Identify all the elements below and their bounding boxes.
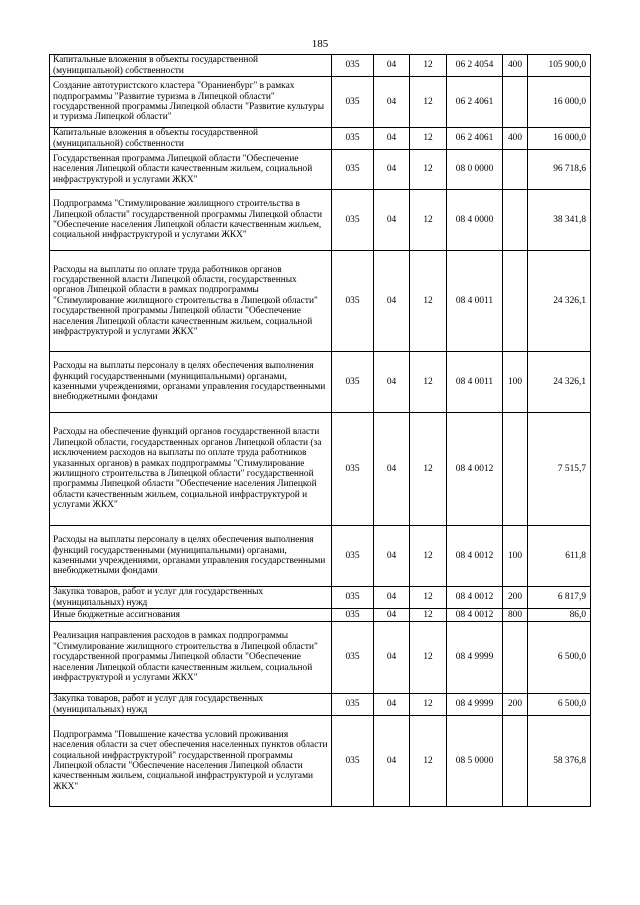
budget-table-body — [50, 55, 591, 807]
section-code-cell: 04 — [374, 694, 410, 716]
section-code-cell: 04 — [374, 55, 410, 77]
expense-type-cell — [503, 190, 528, 251]
target-article-cell: 08 4 9999 — [447, 694, 503, 716]
expense-name-cell: Расходы на выплаты персоналу в целях обеспечения выполнения функций государственными (муниципальными) органами, казенными учреждениями, органами управления государственными внебюджетными фондами — [50, 526, 332, 587]
department-code-cell: 035 — [332, 694, 374, 716]
expense-type-cell: 100 — [503, 526, 528, 587]
amount-cell: 6 500,0 — [528, 622, 591, 694]
target-article-cell: 06 2 4061 — [447, 77, 503, 128]
expense-type-cell: 800 — [503, 609, 528, 622]
department-code-cell: 035 — [332, 128, 374, 150]
expense-name-cell: Подпрограмма "Стимулирование жилищного строительства в Липецкой области" государственной программы Липецкой области "Обеспечение населения Липецкой области качественным жильем, социальной инфраструктурой и услугами ЖКХ" — [50, 190, 332, 251]
target-article-cell: 08 0 0000 — [447, 150, 503, 190]
expense-type-cell — [503, 77, 528, 128]
expense-name-cell: Государственная программа Липецкой области "Обеспечение населения Липецкой области качественным жильем, социальной инфраструктурой и услугами ЖКХ" — [50, 150, 332, 190]
expense-type-cell: 400 — [503, 55, 528, 77]
target-article-cell: 08 4 0012 — [447, 609, 503, 622]
table-row — [50, 694, 591, 716]
subsection-code-cell: 12 — [410, 150, 447, 190]
subsection-code-cell: 12 — [410, 526, 447, 587]
expense-type-cell — [503, 150, 528, 190]
expense-type-cell — [503, 413, 528, 526]
department-code-cell: 035 — [332, 526, 374, 587]
table-row — [50, 150, 591, 190]
subsection-code-cell: 12 — [410, 128, 447, 150]
department-code-cell: 035 — [332, 587, 374, 609]
expense-type-cell: 200 — [503, 587, 528, 609]
table-row — [50, 526, 591, 587]
table-row — [50, 190, 591, 251]
department-code-cell: 035 — [332, 55, 374, 77]
expense-type-cell: 200 — [503, 694, 528, 716]
target-article-cell: 08 5 0000 — [447, 716, 503, 807]
subsection-code-cell: 12 — [410, 352, 447, 413]
subsection-code-cell: 12 — [410, 609, 447, 622]
table-row — [50, 77, 591, 128]
expense-type-cell — [503, 251, 528, 352]
amount-cell: 58 376,8 — [528, 716, 591, 807]
target-article-cell: 08 4 9999 — [447, 622, 503, 694]
section-code-cell: 04 — [374, 622, 410, 694]
section-code-cell: 04 — [374, 716, 410, 807]
department-code-cell: 035 — [332, 352, 374, 413]
section-code-cell: 04 — [374, 150, 410, 190]
section-code-cell: 04 — [374, 251, 410, 352]
subsection-code-cell: 12 — [410, 55, 447, 77]
department-code-cell: 035 — [332, 251, 374, 352]
table-row — [50, 128, 591, 150]
target-article-cell: 06 2 4054 — [447, 55, 503, 77]
section-code-cell: 04 — [374, 413, 410, 526]
expense-type-cell: 100 — [503, 352, 528, 413]
table-row — [50, 716, 591, 807]
section-code-cell: 04 — [374, 526, 410, 587]
subsection-code-cell: 12 — [410, 190, 447, 251]
target-article-cell: 06 2 4061 — [447, 128, 503, 150]
amount-cell: 611,8 — [528, 526, 591, 587]
expense-name-cell: Создание автотуристского кластера "Ораниенбург" в рамках подпрограммы "Развитие туризма в Липецкой области" государственной программы Липецкой области "Развитие культуры и туризма Липецкой области" — [50, 77, 332, 128]
subsection-code-cell: 12 — [410, 587, 447, 609]
subsection-code-cell: 12 — [410, 77, 447, 128]
department-code-cell: 035 — [332, 716, 374, 807]
expense-name-cell: Расходы на выплаты персоналу в целях обеспечения выполнения функций государственными (муниципальными) органами, казенными учреждениями, органами управления государственными внебюджетными фондами — [50, 352, 332, 413]
table-row — [50, 587, 591, 609]
amount-cell: 24 326,1 — [528, 352, 591, 413]
expense-name-cell: Подпрограмма "Повышение качества условий проживания населения области за счет обеспечения населенных пунктов области социальной инфраструктурой" государственной программы Липецкой области "Обеспечение населения Липецкой области качественным жильем, социальной инфраструктурой и услугами ЖКХ" — [50, 716, 332, 807]
amount-cell: 16 000,0 — [528, 128, 591, 150]
target-article-cell: 08 4 0011 — [447, 251, 503, 352]
subsection-code-cell: 12 — [410, 694, 447, 716]
department-code-cell: 035 — [332, 609, 374, 622]
table-row — [50, 622, 591, 694]
table-row — [50, 55, 591, 77]
expense-name-cell: Капитальные вложения в объекты государственной (муниципальной) собственности — [50, 128, 332, 150]
expense-type-cell — [503, 622, 528, 694]
expense-name-cell: Иные бюджетные ассигнования — [50, 609, 332, 622]
amount-cell: 38 341,8 — [528, 190, 591, 251]
amount-cell: 96 718,6 — [528, 150, 591, 190]
amount-cell: 16 000,0 — [528, 77, 591, 128]
target-article-cell: 08 4 0011 — [447, 352, 503, 413]
amount-cell: 24 326,1 — [528, 251, 591, 352]
page-number: 185 — [311, 38, 329, 50]
subsection-code-cell: 12 — [410, 622, 447, 694]
department-code-cell: 035 — [332, 622, 374, 694]
subsection-code-cell: 12 — [410, 413, 447, 526]
expense-name-cell: Реализация направления расходов в рамках подпрограммы "Стимулирование жилищного строительства в Липецкой области" государственной программы Липецкой области "Обеспечение населения Липецкой области качественным жильем, социальной инфраструктурой и услугами ЖКХ" — [50, 622, 332, 694]
expense-name-cell: Расходы на выплаты по оплате труда работников органов государственной власти Липецкой области, государственных органов Липецкой области в рамках подпрограммы "Стимулирование жилищного строительства в Липецкой области" государственной программы Липецкой области "Обеспечение населения Липецкой области качественным жильем, социальной инфраструктурой и услугами ЖКХ" — [50, 251, 332, 352]
table-row — [50, 352, 591, 413]
expense-type-cell: 400 — [503, 128, 528, 150]
expense-type-cell — [503, 716, 528, 807]
amount-cell: 7 515,7 — [528, 413, 591, 526]
table-row — [50, 413, 591, 526]
amount-cell: 105 900,0 — [528, 55, 591, 77]
section-code-cell: 04 — [374, 77, 410, 128]
amount-cell: 6 817,9 — [528, 587, 591, 609]
target-article-cell: 08 4 0012 — [447, 413, 503, 526]
department-code-cell: 035 — [332, 190, 374, 251]
department-code-cell: 035 — [332, 413, 374, 526]
budget-table — [49, 54, 591, 807]
amount-cell: 6 500,0 — [528, 694, 591, 716]
target-article-cell: 08 4 0000 — [447, 190, 503, 251]
expense-name-cell: Расходы на обеспечение функций органов государственной власти Липецкой области, государственных органов Липецкой области (за исключением расходов на выплаты по оплате труда работников указанных органов) в рамках подпрограммы "Стимулирование жилищного строительства в Липецкой области" государственной программы Липецкой области "Обеспечение населения Липецкой области качественным жильем, социальной инфраструктурой и услугами ЖКХ" — [50, 413, 332, 526]
target-article-cell: 08 4 0012 — [447, 587, 503, 609]
section-code-cell: 04 — [374, 128, 410, 150]
section-code-cell: 04 — [374, 190, 410, 251]
subsection-code-cell: 12 — [410, 251, 447, 352]
section-code-cell: 04 — [374, 352, 410, 413]
expense-name-cell: Закупка товаров, работ и услуг для государственных (муниципальных) нужд — [50, 587, 332, 609]
department-code-cell: 035 — [332, 77, 374, 128]
table-row — [50, 609, 591, 622]
subsection-code-cell: 12 — [410, 716, 447, 807]
expense-name-cell: Закупка товаров, работ и услуг для государственных (муниципальных) нужд — [50, 694, 332, 716]
target-article-cell: 08 4 0012 — [447, 526, 503, 587]
section-code-cell: 04 — [374, 609, 410, 622]
section-code-cell: 04 — [374, 587, 410, 609]
table-row — [50, 251, 591, 352]
department-code-cell: 035 — [332, 150, 374, 190]
amount-cell: 86,0 — [528, 609, 591, 622]
expense-name-cell: Капитальные вложения в объекты государственной (муниципальной) собственности — [50, 55, 332, 77]
